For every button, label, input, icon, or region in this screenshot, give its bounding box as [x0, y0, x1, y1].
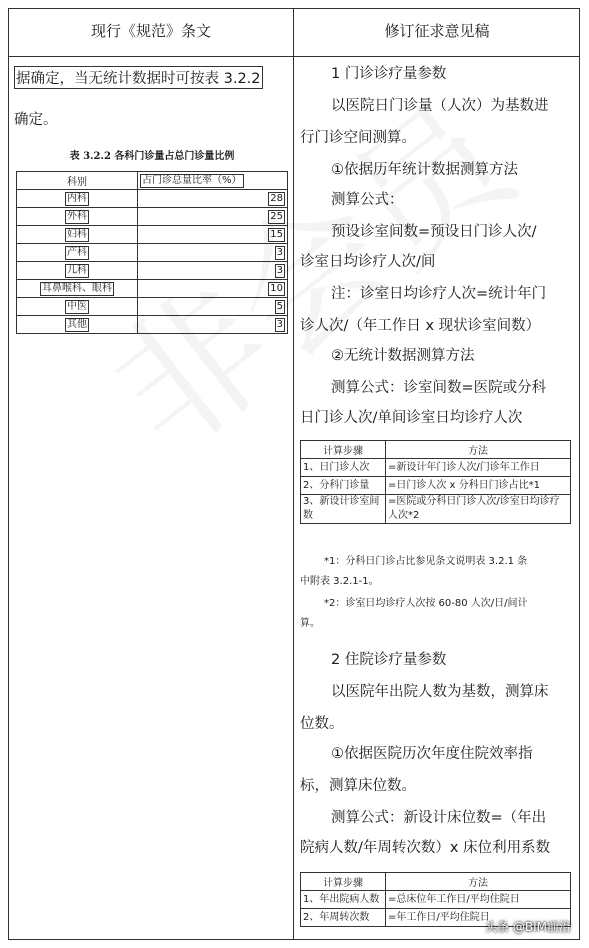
table-row: 其他 3: [17, 316, 288, 334]
text-line: 标，测算床位数。: [300, 778, 416, 794]
table-row: 耳鼻喉科、眼科 10: [17, 280, 288, 298]
formula-line: 日门诊人次/单间诊室日均诊疗人次: [300, 410, 523, 426]
text-line: 行门诊空间测算。: [300, 130, 416, 146]
left-text-line-1: 据确定，当无统计数据时可按表 3.2.2: [14, 66, 263, 89]
outpatient-steps-table: [300, 440, 571, 524]
left-column-header: 现行《规范》条文: [90, 22, 211, 40]
formula-line: 预设诊室间数=预设日门诊人次/: [331, 224, 537, 240]
table-row: 内科 28: [17, 190, 288, 208]
footnote-2a: *2：诊室日均诊疗人次按 60-80 人次/日/间计: [324, 598, 528, 609]
footnote-1b: 中附表 3.2.1-1。: [300, 576, 379, 587]
table-row: 3、新设计诊室间数 =医院或分科日门诊人次/诊室日均诊疗人次*2: [301, 495, 571, 524]
table-header-cell: 方法: [386, 441, 571, 459]
table-header-row: [17, 172, 288, 190]
table-row: 儿科 3: [17, 262, 288, 280]
text-line: 以医院年出院人数为基数，测算床: [331, 684, 549, 700]
source-credit: 头条 @BIM前沿: [485, 920, 571, 934]
department-ratio-table: [16, 171, 288, 334]
table-row: 2、分科门诊量 =日门诊人次 x 分科日门诊占比*1: [301, 477, 571, 495]
table-header-row: [301, 441, 571, 459]
table-row: 2、年周转次数 =年工作日/平均住院日: [301, 909, 571, 927]
table-header-cell: 科别: [17, 172, 138, 190]
section-heading-outpatient: 1 门诊诊疗量参数: [331, 66, 447, 82]
method-heading-3: ①依据医院历次年度住院效率指: [331, 746, 533, 762]
table-header-cell: 占门诊总量比率（%）: [138, 172, 288, 190]
text-line: 测算公式：: [331, 192, 404, 208]
column-divider: [293, 8, 294, 940]
formula-line: 诊室日均诊疗人次/间: [300, 254, 436, 270]
formula-line: 测算公式：诊室间数=医院或分科: [331, 380, 547, 396]
table-header-cell: 方法: [386, 873, 571, 891]
header-divider: [8, 56, 580, 57]
method-heading-2: ②无统计数据测算方法: [331, 348, 475, 364]
table-row: 外科 25: [17, 208, 288, 226]
table-header-cell: 计算步骤: [301, 873, 386, 891]
table-row: 产科 3: [17, 244, 288, 262]
left-table-title: 表 3.2.2 各科门诊量占总门诊量比例: [69, 151, 235, 162]
right-column-header: 修订征求意见稿: [384, 22, 490, 40]
text-line: 以医院日门诊量（人次）为基数进: [331, 98, 549, 114]
method-heading-1: ①依据历年统计数据测算方法: [331, 162, 518, 178]
note-line: 注：诊室日均诊疗人次=统计年门: [331, 286, 547, 302]
formula-line: 测算公式：新设计床位数=（年出: [331, 810, 547, 826]
table-row: 1、日门诊人次 =新设计年门诊人次/门诊年工作日: [301, 459, 571, 477]
table-row: 妇科 15: [17, 226, 288, 244]
table-row: 中医 5: [17, 298, 288, 316]
text-line: 位数。: [300, 716, 344, 732]
formula-line: 院病人数/年周转次数）x 床位利用系数: [300, 840, 551, 856]
note-line: 诊人次/（年工作日 x 现状诊室间数）: [300, 318, 541, 334]
footnote-2b: 算。: [300, 618, 320, 629]
table-header-row: [301, 873, 571, 891]
table-header-cell: 计算步骤: [301, 441, 386, 459]
table-row: 1、年出院病人数 =总床位年工作日/平均住院日: [301, 891, 571, 909]
footnote-1a: *1：分科日门诊占比参见条文说明表 3.2.1 条: [324, 556, 528, 567]
left-text-line-2: 确定。: [14, 112, 58, 128]
section-heading-inpatient: 2 住院诊疗量参数: [331, 652, 447, 668]
